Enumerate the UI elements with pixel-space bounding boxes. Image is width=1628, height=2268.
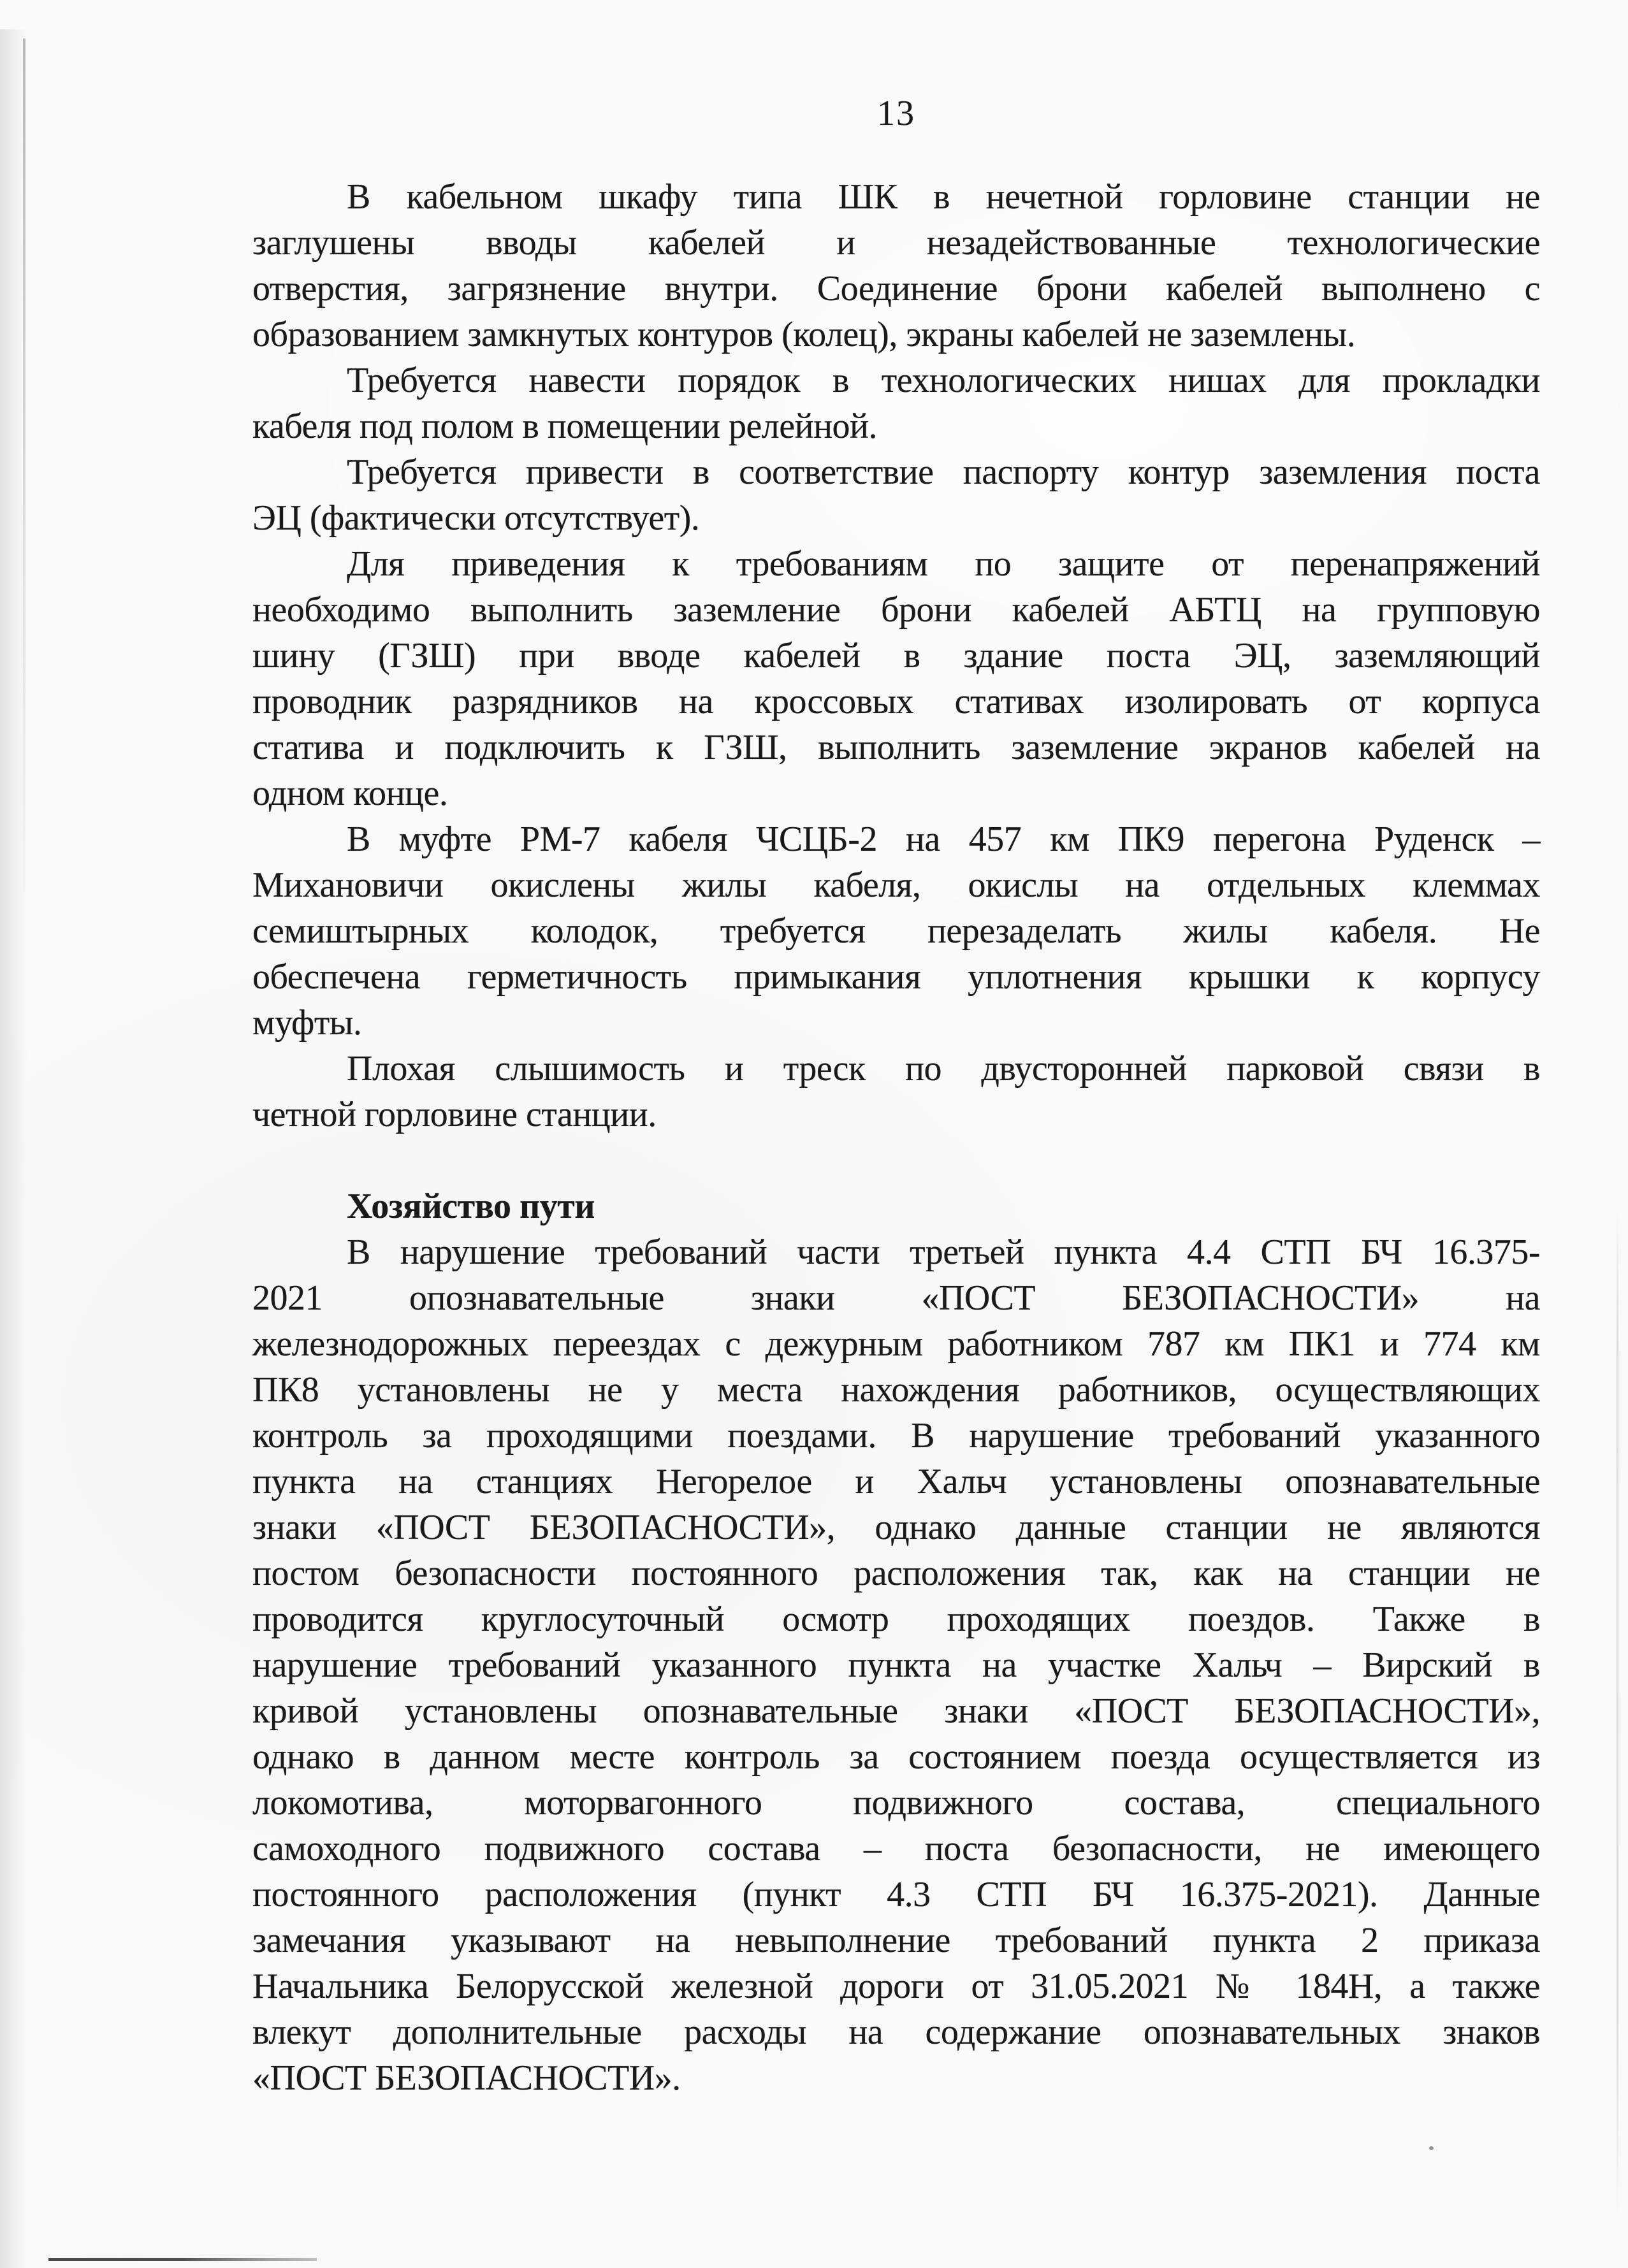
text-line: В нарушение требований части третьей пункта 4.4 СТП БЧ 16.375- [347, 1232, 1540, 1272]
scan-left-edge-line [23, 38, 25, 892]
text-line: контроль за проходящими поездами. В нарушение требований указанного [252, 1416, 1540, 1455]
scan-right-edge-line [1617, 1211, 1618, 2218]
text-line: семиштырных колодок, требуется перезаделать жилы кабеля. Не [252, 911, 1540, 951]
paragraph [252, 449, 1540, 541]
text-line: Для приведения к требованиям по защите от перенапряжений [347, 544, 1540, 584]
text-line: отверстия, загрязнение внутри. Соединение брони кабелей выполнено с [252, 269, 1540, 308]
text-line: статива и подключить к ГЗШ, выполнить заземление экранов кабелей на [252, 728, 1540, 767]
paragraph [252, 174, 1540, 358]
text-line: образованием замкнутых контуров (колец), экраны кабелей не заземлены. [252, 315, 1356, 354]
text-line: необходимо выполнить заземление брони кабелей АБТЦ на групповую [252, 590, 1540, 630]
text-line: 2021 опознавательные знаки «ПОСТ БЕЗОПАСНОСТИ» на [252, 1278, 1540, 1318]
text-line: шину (ГЗШ) при вводе кабелей в здание поста ЭЦ, заземляющий [252, 636, 1540, 675]
text-line: заглушены вводы кабелей и незадействованные технологические [252, 223, 1540, 263]
text-line: замечания указывают на невыполнение требований пункта 2 приказа [252, 1921, 1540, 1960]
text-line: ПК8 установлены не у места нахождения работников, осуществляющих [252, 1370, 1540, 1410]
paragraph [252, 358, 1540, 449]
text-line: В кабельном шкафу типа ШК в нечетной горловине станции не [347, 177, 1540, 217]
text-line: локомотива, моторвагонного подвижного состава, специального [252, 1783, 1540, 1823]
text-line: В муфте РМ-7 кабеля ЧСЦБ-2 на 457 км ПК9 перегона Руденск – [347, 820, 1540, 859]
paragraph [252, 1229, 1540, 2101]
paragraph [252, 1046, 1540, 1138]
text-line: кривой установлены опознавательные знаки «ПОСТ БЕЗОПАСНОСТИ», [252, 1691, 1540, 1731]
text-line: Начальника Белорусской железной дороги от 31.05.2021 № 184Н, а также [252, 1967, 1540, 2006]
scan-bottom-left-line [48, 2258, 317, 2261]
text-line: четной горловине станции. [252, 1095, 657, 1134]
text-line: нарушение требований указанного пункта на участке Хальч – Вирский в [252, 1645, 1540, 1685]
scan-left-edge-shadow [0, 29, 31, 2268]
text-line: проводник разрядников на кроссовых стативах изолировать от корпуса [252, 682, 1540, 721]
text-line: муфты. [252, 1003, 362, 1043]
text-line: постоянного расположения (пункт 4.3 СТП БЧ 16.375-2021). Данные [252, 1875, 1540, 1914]
text-line: обеспечена герметичность примыкания уплотнения крышки к корпусу [252, 957, 1540, 997]
text-line: однако в данном месте контроль за состоянием поезда осуществляется из [252, 1737, 1540, 1777]
text-line: Требуется привести в соответствие паспорту контур заземления поста [347, 452, 1540, 492]
text-line: железнодорожных переездах с дежурным работником 787 км ПК1 и 774 км [252, 1324, 1540, 1364]
document-body [252, 174, 1540, 2101]
text-line: пункта на станциях Негорелое и Хальч установлены опознавательные [252, 1462, 1540, 1501]
paragraph [252, 816, 1540, 1046]
text-line: одном конце. [252, 774, 448, 813]
text-line: Плохая слышимость и треск по двусторонней парковой связи в [347, 1049, 1540, 1088]
paragraph [252, 541, 1540, 816]
text-line: Требуется навести порядок в технологических нишах для прокладки [347, 361, 1540, 400]
page-number: 13 [877, 94, 915, 133]
text-line: кабеля под полом в помещении релейной. [252, 407, 878, 446]
scan-stray-dot [1429, 2146, 1434, 2150]
text-line: самоходного подвижного состава – поста безопасности, не имеющего [252, 1829, 1540, 1868]
text-line: постом безопасности постоянного расположения так, как на станции не [252, 1554, 1540, 1593]
text-line: ЭЦ (фактически отсутствует). [252, 498, 700, 538]
text-line: проводится круглосуточный осмотр проходящих поездов. Также в [252, 1600, 1540, 1639]
text-line: «ПОСТ БЕЗОПАСНОСТИ». [252, 2058, 681, 2098]
text-line: влекут дополнительные расходы на содержание опознавательных знаков [252, 2012, 1540, 2052]
text-line: знаки «ПОСТ БЕЗОПАСНОСТИ», однако данные станции не являются [252, 1508, 1540, 1547]
text-line: Михановичи окислены жилы кабеля, окислы на отдельных клеммах [252, 865, 1540, 905]
section-heading: Хозяйство пути [347, 1187, 595, 1226]
